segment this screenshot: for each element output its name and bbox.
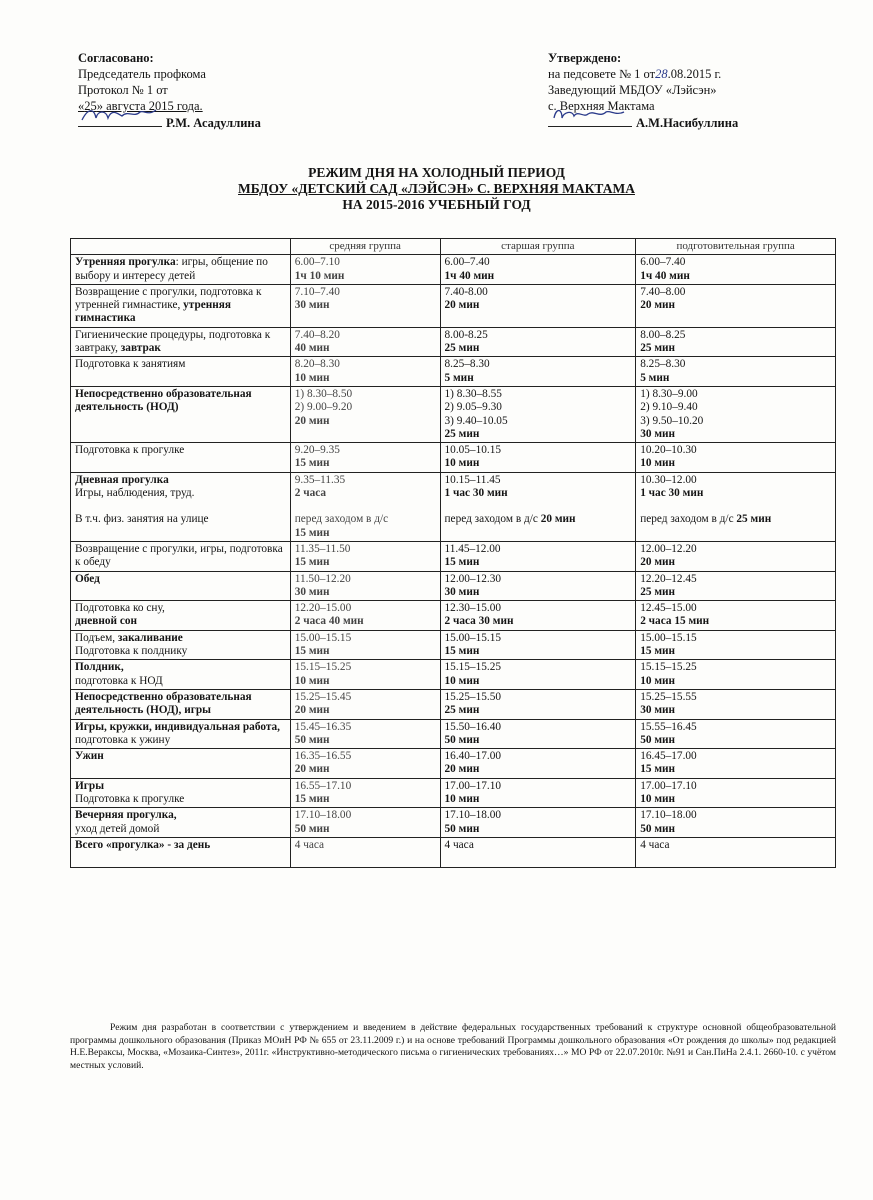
senior-cell: 17.10–18.00 50 мин — [440, 808, 636, 838]
approval-right-line2: Заведующий МБДОУ «Лэйсэн» — [548, 83, 717, 97]
senior-cell: 10.15–11.45 1 час 30 мин перед заходом в д/с 20 мин — [440, 472, 636, 541]
approval-left-line1: Председатель профкома — [78, 67, 206, 81]
header-senior-group: старшая группа — [440, 239, 636, 255]
middle-cell: 6.00–7.10 1ч 10 мин — [290, 255, 440, 285]
approval-right-line3: с. Верхняя Мактама — [548, 99, 655, 113]
senior-cell: 7.40-8.00 20 мин — [440, 284, 636, 327]
middle-cell: 15.25–15.45 20 мин — [290, 689, 440, 719]
activity-cell: Утренняя прогулка: игры, общение по выбору и интересу детей — [71, 255, 291, 285]
senior-cell: 15.15–15.25 10 мин — [440, 660, 636, 690]
middle-cell: 4 часа — [290, 837, 440, 867]
preparatory-cell: 10.30–12.00 1 час 30 мин перед заходом в д/с 25 мин — [636, 472, 836, 541]
senior-cell: 15.25–15.50 25 мин — [440, 689, 636, 719]
preparatory-cell: 1) 8.30–9.00 2) 9.10–9.40 3) 9.50–10.20 30 мин — [636, 386, 836, 442]
title-line1: РЕЖИМ ДНЯ НА ХОЛОДНЫЙ ПЕРИОД — [308, 165, 565, 180]
activity-cell: Подготовка к занятиям — [71, 357, 291, 387]
approval-left-date: «25» августа 2015 года. — [78, 99, 203, 113]
activity-cell: Непосредственно образовательная деятельность (НОД), игры — [71, 689, 291, 719]
activity-cell: Вечерняя прогулка, уход детей домой — [71, 808, 291, 838]
activity-cell: Возвращение с прогулки, подготовка к утренней гимнастике, утренняя гимнастика — [71, 284, 291, 327]
senior-cell: 15.00–15.15 15 мин — [440, 630, 636, 660]
table-row — [71, 255, 836, 285]
middle-cell: 12.20–15.00 2 часа 40 мин — [290, 601, 440, 631]
preparatory-cell: 8.25–8.30 5 мин — [636, 357, 836, 387]
table-row — [71, 472, 836, 541]
table-row — [71, 541, 836, 571]
signature-right — [548, 114, 632, 127]
signature-left — [78, 114, 162, 127]
middle-cell: 9.35–11.35 2 часа перед заходом в д/с 15 мин — [290, 472, 440, 541]
preparatory-cell: 6.00–7.40 1ч 40 мин — [636, 255, 836, 285]
preparatory-cell: 15.00–15.15 15 мин — [636, 630, 836, 660]
table-row — [71, 443, 836, 473]
senior-cell: 10.05–10.15 10 мин — [440, 443, 636, 473]
middle-cell: 11.50–12.20 30 мин — [290, 571, 440, 601]
senior-cell: 8.00-8.25 25 мин — [440, 327, 636, 357]
approval-left-date-day: 25 — [84, 99, 97, 113]
preparatory-cell: 15.55–16.45 50 мин — [636, 719, 836, 749]
middle-cell: 7.10–7.40 30 мин — [290, 284, 440, 327]
table-row — [71, 630, 836, 660]
approval-right-line1 — [548, 66, 838, 82]
senior-cell: 1) 8.30–8.55 2) 9.05–9.30 3) 9.40–10.05 25 мин — [440, 386, 636, 442]
preparatory-cell: 12.45–15.00 2 часа 15 мин — [636, 601, 836, 631]
preparatory-cell: 15.25–15.55 30 мин — [636, 689, 836, 719]
header-preparatory-group: подготовительная группа — [636, 239, 836, 255]
table-row — [71, 778, 836, 808]
table-row — [71, 386, 836, 442]
table-row — [71, 571, 836, 601]
header-middle-group: средняя группа — [290, 239, 440, 255]
activity-cell: Подготовка ко сну, дневной сон — [71, 601, 291, 631]
document-title — [0, 165, 873, 213]
approval-right-signer: А.М.Насибуллина — [636, 116, 739, 130]
schedule-table — [70, 238, 836, 868]
senior-cell: 12.00–12.30 30 мин — [440, 571, 636, 601]
middle-cell: 15.45–16.35 50 мин — [290, 719, 440, 749]
activity-cell: Игры Подготовка к прогулке — [71, 778, 291, 808]
senior-cell: 6.00–7.40 1ч 40 мин — [440, 255, 636, 285]
activity-cell: Полдник, подготовка к НОД — [71, 660, 291, 690]
preparatory-cell: 8.00–8.25 25 мин — [636, 327, 836, 357]
preparatory-cell: 4 часа — [636, 837, 836, 867]
senior-cell: 17.00–17.10 10 мин — [440, 778, 636, 808]
table-row — [71, 719, 836, 749]
activity-cell: Подготовка к прогулке — [71, 443, 291, 473]
activity-cell: Возвращение с прогулки, игры, подготовка к обеду — [71, 541, 291, 571]
activity-cell: Ужин — [71, 749, 291, 779]
activity-cell: Всего «прогулка» - за день — [71, 837, 291, 867]
senior-cell: 11.45–12.00 15 мин — [440, 541, 636, 571]
approval-left-block — [78, 50, 378, 131]
preparatory-cell: 12.20–12.45 25 мин — [636, 571, 836, 601]
middle-cell: 15.00–15.15 15 мин — [290, 630, 440, 660]
preparatory-cell: 10.20–10.30 10 мин — [636, 443, 836, 473]
middle-cell: 7.40–8.20 40 мин — [290, 327, 440, 357]
approval-right-line1-a: на педсовете № 1 от — [548, 67, 656, 81]
middle-cell: 17.10–18.00 50 мин — [290, 808, 440, 838]
table-row — [71, 660, 836, 690]
approval-right-heading: Утверждено: — [548, 51, 622, 65]
preparatory-cell: 7.40–8.00 20 мин — [636, 284, 836, 327]
header-activity — [71, 239, 291, 255]
table-row — [71, 749, 836, 779]
senior-cell: 16.40–17.00 20 мин — [440, 749, 636, 779]
activity-cell: Игры, кружки, индивидуальная работа, подготовка к ужину — [71, 719, 291, 749]
middle-cell: 15.15–15.25 10 мин — [290, 660, 440, 690]
table-row — [71, 601, 836, 631]
activity-cell: Дневная прогулка Игры, наблюдения, труд. В т.ч. физ. занятия на улице — [71, 472, 291, 541]
preparatory-cell: 15.15–15.25 10 мин — [636, 660, 836, 690]
senior-cell: 4 часа — [440, 837, 636, 867]
middle-cell: 16.55–17.10 15 мин — [290, 778, 440, 808]
senior-cell: 8.25–8.30 5 мин — [440, 357, 636, 387]
table-row — [71, 689, 836, 719]
middle-cell: 8.20–8.30 10 мин — [290, 357, 440, 387]
middle-cell: 9.20–9.35 15 мин — [290, 443, 440, 473]
activity-cell: Гигиенические процедуры, подготовка к завтраку, завтрак — [71, 327, 291, 357]
table-row — [71, 327, 836, 357]
table-row — [71, 284, 836, 327]
senior-cell: 15.50–16.40 50 мин — [440, 719, 636, 749]
approval-right-signature-line — [548, 114, 838, 131]
preparatory-cell: 12.00–12.20 20 мин — [636, 541, 836, 571]
table-row — [71, 808, 836, 838]
table-row — [71, 837, 836, 867]
approval-left-line2: Протокол № 1 от — [78, 83, 168, 97]
preparatory-cell: 16.45–17.00 15 мин — [636, 749, 836, 779]
approval-left-signature-line — [78, 114, 378, 131]
approval-left-signer: Р.М. Асадуллина — [166, 116, 261, 130]
approval-right-block — [548, 50, 838, 131]
activity-cell: Непосредственно образовательная деятельность (НОД) — [71, 386, 291, 442]
header-row — [71, 239, 836, 255]
middle-cell: 16.35–16.55 20 мин — [290, 749, 440, 779]
middle-cell: 11.35–11.50 15 мин — [290, 541, 440, 571]
activity-cell: Обед — [71, 571, 291, 601]
preparatory-cell: 17.10–18.00 50 мин — [636, 808, 836, 838]
middle-cell: 1) 8.30–8.50 2) 9.00–9.20 20 мин — [290, 386, 440, 442]
title-line3: НА 2015-2016 УЧЕБНЫЙ ГОД — [342, 197, 531, 212]
approval-left-heading: Согласовано: — [78, 51, 154, 65]
approval-left-date-rest: августа 2015 года. — [103, 99, 203, 113]
senior-cell: 12.30–15.00 2 часа 30 мин — [440, 601, 636, 631]
activity-cell: Подъем, закаливание Подготовка к полднику — [71, 630, 291, 660]
approval-right-line1-day: 28 — [655, 67, 668, 81]
title-line2: МБДОУ «ДЕТСКИЙ САД «ЛЭЙСЭН» С. ВЕРХНЯЯ МАКТАМА — [238, 181, 635, 196]
preparatory-cell: 17.00–17.10 10 мин — [636, 778, 836, 808]
footnote: Режим дня разработан в соответствии с утверждением и введением в действие федеральных государственных требований к структуре основной общеобразовательной программы дошкольного образования (Приказ МОиН РФ № 655 от 23.11.2009 г.) и на основе требований Программы дошкольного образования «От рождения до школы» под редакцией Н.Е.Вераксы, Москва, «Мозаика-Синтез», 2011г. «Инструктивно-методического письма о гигиенических требованиях…» МО РФ от 22.07.2010г. №91 и Сан.ПиНа 2.4.1. 2660-10. с учётом местных условий. — [70, 1022, 836, 1071]
approval-right-line1-b: .08.2015 г. — [667, 67, 722, 81]
table-row — [71, 357, 836, 387]
